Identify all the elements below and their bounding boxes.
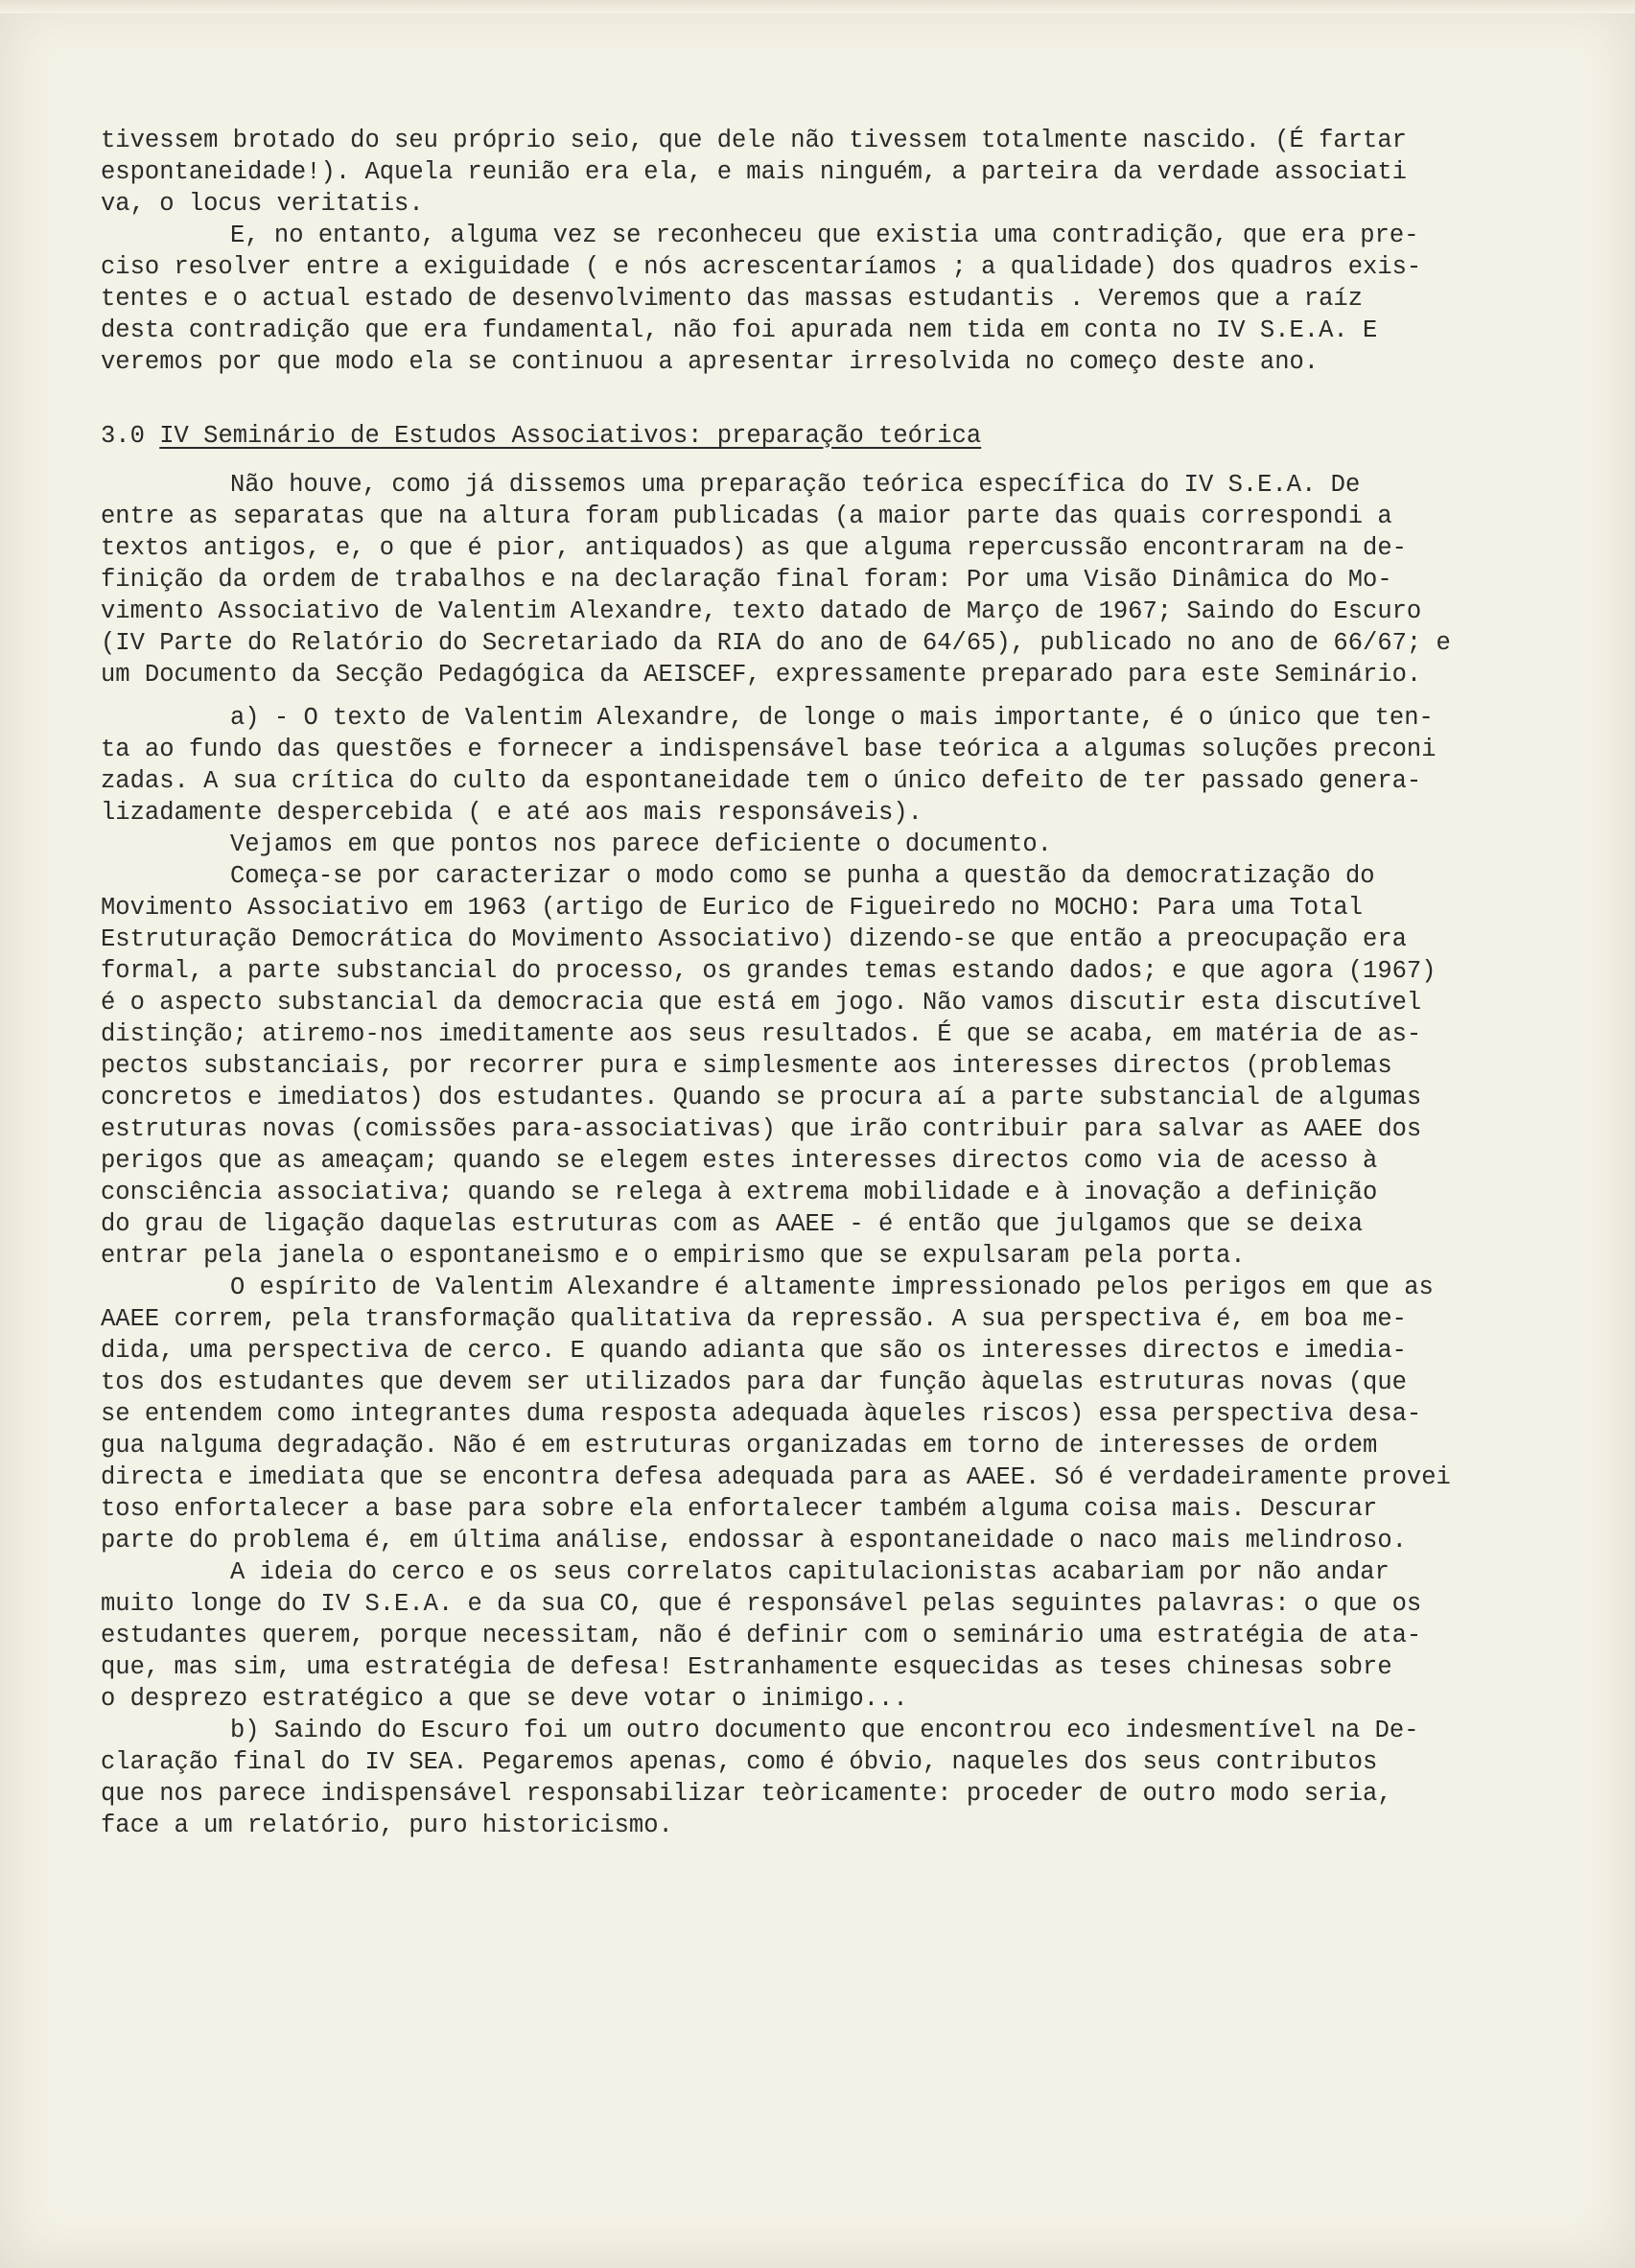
paragraph-cerco bbox=[101, 1556, 1544, 1715]
paragraph-contradiction bbox=[101, 220, 1544, 378]
text-line: é o aspecto substancial da democracia que está em jogo. Não vamos discutir esta discutível bbox=[101, 989, 1422, 1017]
paragraph-vejamos bbox=[101, 829, 1544, 860]
paragraph-comeca bbox=[101, 860, 1544, 1272]
text-line: toso enfortalecer a base para sobre ela enfortalecer também alguma coisa mais. Descurar bbox=[101, 1495, 1378, 1523]
text-line: distinção; atiremo-nos imeditamente aos seus resultados. É que se acaba, em matéria de as- bbox=[101, 1020, 1422, 1048]
text-line: (IV Parte do Relatório do Secretariado da RIA do ano de 64/65), publicado no ano de 66/67; e bbox=[101, 629, 1451, 657]
text-line: entre as separatas que na altura foram publicadas (a maior parte das quais correspondi a bbox=[101, 503, 1392, 530]
text-line: dida, uma perspectiva de cerco. E quando adianta que são os interesses directos e imedia- bbox=[101, 1337, 1407, 1365]
text-line: perigos que as ameaçam; quando se elegem estes interesses directos como via de acesso à bbox=[101, 1147, 1378, 1175]
paragraph-b bbox=[101, 1715, 1544, 1841]
text-line: que, mas sim, uma estratégia de defesa! Estranhamente esquecidas as teses chinesas sobre bbox=[101, 1653, 1392, 1681]
text-line: a) - O texto de Valentim Alexandre, de longe o mais importante, é o único que ten- bbox=[230, 704, 1434, 732]
text-line: muito longe do IV S.E.A. e da sua CO, que é responsável pelas seguintes palavras: o que os bbox=[101, 1590, 1422, 1618]
text-line: consciência associativa; quando se relega à extrema mobilidade e à inovação a definição bbox=[101, 1179, 1378, 1206]
section-heading bbox=[101, 420, 1544, 452]
text-line: parte do problema é, em última análise, endossar à espontaneidade o naco mais melindroso. bbox=[101, 1527, 1407, 1555]
text-line: do grau de ligação daquelas estruturas com as AAEE - é então que julgamos que se deixa bbox=[101, 1210, 1364, 1238]
text-line: O espírito de Valentim Alexandre é altamente impressionado pelos perigos em que as bbox=[230, 1274, 1434, 1301]
text-line: AAEE correm, pela transformação qualitativa da repressão. A sua perspectiva é, em boa me- bbox=[101, 1305, 1407, 1333]
paragraph-continuation bbox=[101, 125, 1544, 220]
text-line: um Documento da Secção Pedagógica da AEISCEF, expressamente preparado para este Seminário. bbox=[101, 661, 1422, 689]
text-line: vimento Associativo de Valentim Alexandre, texto datado de Março de 1967; Saindo do Escuro bbox=[101, 597, 1422, 625]
typed-page bbox=[101, 125, 1544, 1841]
text-line: se entendem como integrantes duma resposta adequada àqueles riscos) essa perspectiva desa- bbox=[101, 1400, 1422, 1428]
text-line: directa e imediata que se encontra defesa adequada para as AAEE. Só é verdadeiramente provei bbox=[101, 1463, 1451, 1491]
text-line: E, no entanto, alguma vez se reconheceu que existia uma contradição, que era pre- bbox=[230, 222, 1419, 249]
text-line: claração final do IV SEA. Pegaremos apenas, como é óbvio, naqueles dos seus contributos bbox=[101, 1748, 1378, 1776]
text-line: estruturas novas (comissões para-associativas) que irão contribuir para salvar as AAEE dos bbox=[101, 1115, 1422, 1143]
text-line: zadas. A sua crítica do culto da espontaneidade tem o único defeito de ter passado genera- bbox=[101, 767, 1422, 795]
section-title: IV Seminário de Estudos Associativos: preparação teórica bbox=[159, 422, 982, 450]
text-line: espontaneidade!). Aquela reunião era ela, e mais ninguém, a parteira da verdade associati bbox=[101, 158, 1407, 186]
text-line: A ideia do cerco e os seus correlatos capitulacionistas acabariam por não andar bbox=[230, 1558, 1390, 1586]
text-line: veremos por que modo ela se continuou a apresentar irresolvida no começo deste ano. bbox=[101, 348, 1320, 376]
text-line: tentes e o actual estado de desenvolvimento das massas estudantis . Veremos que a raíz bbox=[101, 285, 1364, 313]
text-line: gua nalguma degradação. Não é em estruturas organizadas em torno de interesses de ordem bbox=[101, 1432, 1378, 1460]
text-line: que nos parece indispensável responsabilizar teòricamente: proceder de outro modo seria, bbox=[101, 1780, 1392, 1808]
paragraph-preparation bbox=[101, 469, 1544, 690]
text-line: tos dos estudantes que devem ser utilizados para dar função àquelas estruturas novas (que bbox=[101, 1368, 1407, 1396]
text-line: Não houve, como já dissemos uma preparação teórica específica do IV S.E.A. De bbox=[230, 471, 1361, 499]
paragraph-a bbox=[101, 702, 1544, 829]
text-line: estudantes querem, porque necessitam, não é definir com o seminário uma estratégia de ata- bbox=[101, 1622, 1422, 1649]
text-line: Movimento Associativo em 1963 (artigo de Eurico de Figueiredo no MOCHO: Para uma Total bbox=[101, 894, 1364, 922]
text-line: finição da ordem de trabalhos e na declaração final foram: Por uma Visão Dinâmica do Mo- bbox=[101, 566, 1392, 594]
text-line: o desprezo estratégico a que se deve votar o inimigo... bbox=[101, 1685, 908, 1713]
text-line: lizadamente despercebida ( e até aos mais responsáveis). bbox=[101, 799, 923, 827]
text-line: face a um relatório, puro historicismo. bbox=[101, 1812, 673, 1839]
text-line: va, o locus veritatis. bbox=[101, 190, 424, 218]
text-line: concretos e imediatos) dos estudantes. Quando se procura aí a parte substancial de algumas bbox=[101, 1084, 1422, 1111]
paper-top-edge bbox=[0, 0, 1635, 13]
section-number: 3.0 bbox=[101, 422, 145, 450]
text-line: b) Saindo do Escuro foi um outro documento que encontrou eco indesmentível na De- bbox=[230, 1717, 1419, 1744]
text-line: textos antigos, e, o que é pior, antiquados) as que alguma repercussão encontraram na de- bbox=[101, 534, 1407, 562]
text-line: ta ao fundo das questões e fornecer a indispensável base teórica a algumas soluções preconi bbox=[101, 736, 1436, 763]
text-line: desta contradição que era fundamental, não foi apurada nem tida em conta no IV S.E.A. E bbox=[101, 316, 1378, 344]
text-line: Vejamos em que pontos nos parece deficiente o documento. bbox=[230, 830, 1052, 858]
text-line: pectos substanciais, por recorrer pura e simplesmente aos interesses directos (problemas bbox=[101, 1052, 1392, 1080]
text-line: entrar pela janela o espontaneismo e o empirismo que se expulsaram pela porta. bbox=[101, 1242, 1246, 1270]
text-line: formal, a parte substancial do processo, os grandes temas estando dados; e que agora (1967) bbox=[101, 957, 1436, 985]
paragraph-espirito bbox=[101, 1272, 1544, 1556]
text-line: ciso resolver entre a exiguidade ( e nós acrescentaríamos ; a qualidade) dos quadros exis- bbox=[101, 253, 1422, 281]
text-line: Começa-se por caracterizar o modo como se punha a questão da democratização do bbox=[230, 862, 1375, 890]
text-line: tivessem brotado do seu próprio seio, que dele não tivessem totalmente nascido. (É fartar bbox=[101, 127, 1407, 154]
text-line: Estruturação Democrática do Movimento Associativo) dizendo-se que então a preocupação era bbox=[101, 925, 1407, 953]
